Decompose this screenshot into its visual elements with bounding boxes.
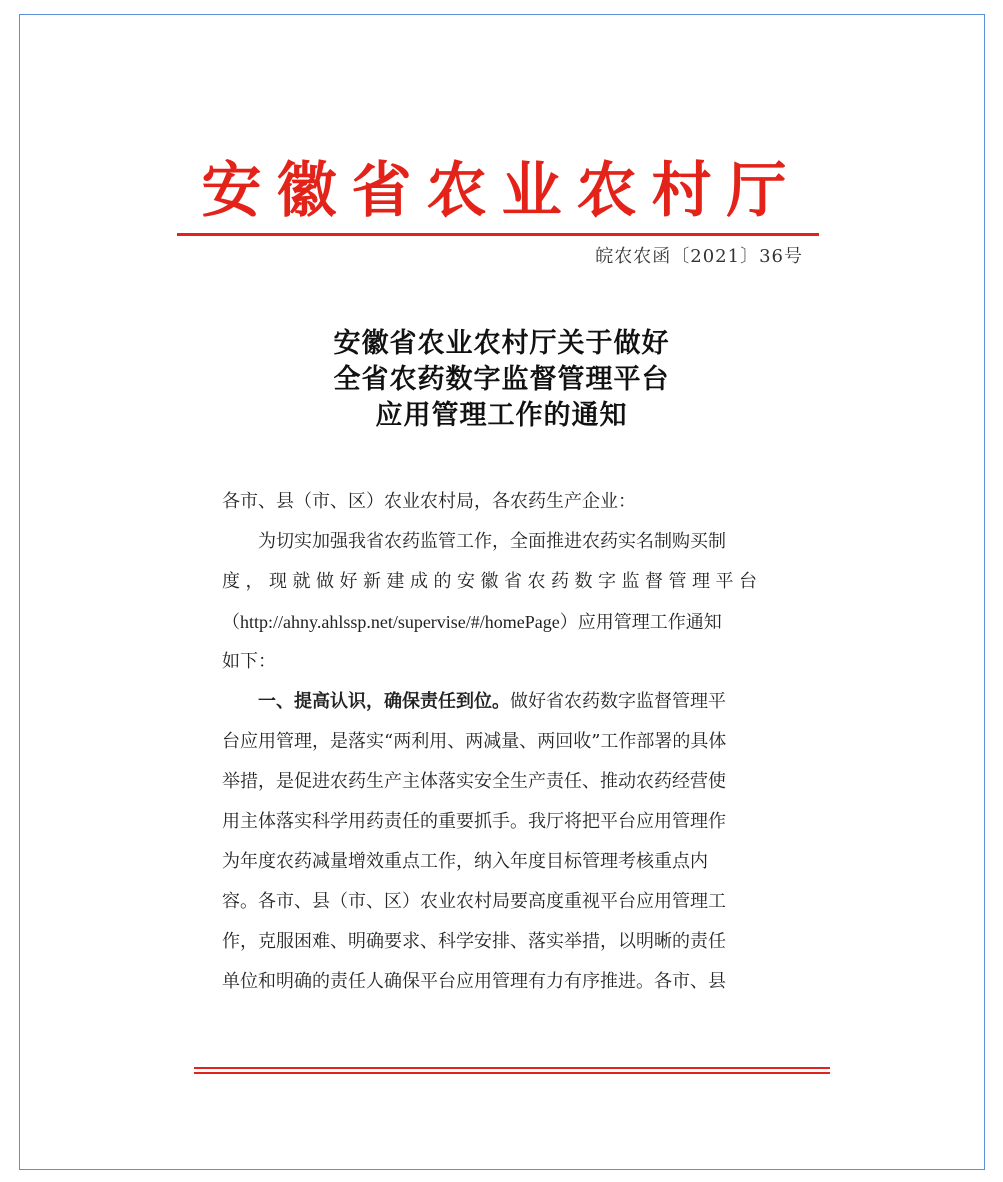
paragraph-line xyxy=(222,922,804,962)
text-segment: 度，现就做好新建成的安徽省农药数字监督管理平台 xyxy=(222,571,763,592)
text-segment: 做好省农药数字监督管理平 xyxy=(510,691,726,712)
text-segment: 台应用管理，是落实“两利用、两减量、两回收”工作部署的具体 xyxy=(222,731,727,752)
paragraph-line xyxy=(222,762,804,802)
paragraph-line xyxy=(222,522,804,562)
text-segment: 作，克服困难、明确要求、科学安排、落实举措，以明晰的责任 xyxy=(222,931,726,952)
paragraph-line xyxy=(222,562,804,602)
document-number: 皖农农函〔2021〕36号 xyxy=(595,246,803,267)
paragraph-line xyxy=(222,722,804,762)
paragraph-line xyxy=(222,882,804,922)
url-close-text: ）应用管理工作通知 xyxy=(559,612,722,633)
text-segment: 用主体落实科学用药责任的重要抓手。我厅将把平台应用管理作 xyxy=(222,811,726,832)
paragraph-line xyxy=(222,962,804,1002)
title-line-1: 安徽省农业农村厅关于做好 xyxy=(333,328,670,359)
text-segment: 如下： xyxy=(222,651,276,672)
salutation: 各市、县（市、区）农业农村局，各农药生产企业： xyxy=(222,491,636,512)
title-line-2: 全省农药数字监督管理平台 xyxy=(333,364,670,395)
text-segment: 举措，是促进农药生产主体落实安全生产责任、推动农药经营使 xyxy=(222,771,726,792)
red-separator-top xyxy=(177,233,819,236)
text-segment: 容。各市、县（市、区）农业农村局要高度重视平台应用管理工 xyxy=(222,891,726,912)
text-segment xyxy=(222,602,722,642)
platform-url: http://ahny.ahlssp.net/supervise/#/homePage xyxy=(240,612,560,632)
red-separator-bottom xyxy=(194,1067,830,1069)
document-title xyxy=(0,326,1003,434)
document-body xyxy=(222,482,804,1002)
title-line-3: 应用管理工作的通知 xyxy=(375,400,628,431)
paragraph-line xyxy=(222,802,804,842)
text-segment: 为切实加强我省农药监管工作，全面推进农药实名制购买制 xyxy=(258,531,726,552)
red-separator-bottom-second xyxy=(194,1072,830,1074)
paragraph-line xyxy=(222,842,804,882)
paragraph-line-url xyxy=(222,602,804,642)
section-1-first-line xyxy=(222,682,804,722)
text-segment: 单位和明确的责任人确保平台应用管理有力有序推进。各市、县 xyxy=(222,971,726,992)
issuer-heading: 安徽省农业农村厅 xyxy=(201,156,802,226)
text-segment: 为年度农药减量增效重点工作，纳入年度目标管理考核重点内 xyxy=(222,851,708,872)
section-1-heading: 一、提高认识，确保责任到位。 xyxy=(258,691,510,712)
paragraph-line xyxy=(222,642,804,682)
url-open-paren: （ xyxy=(222,612,240,633)
